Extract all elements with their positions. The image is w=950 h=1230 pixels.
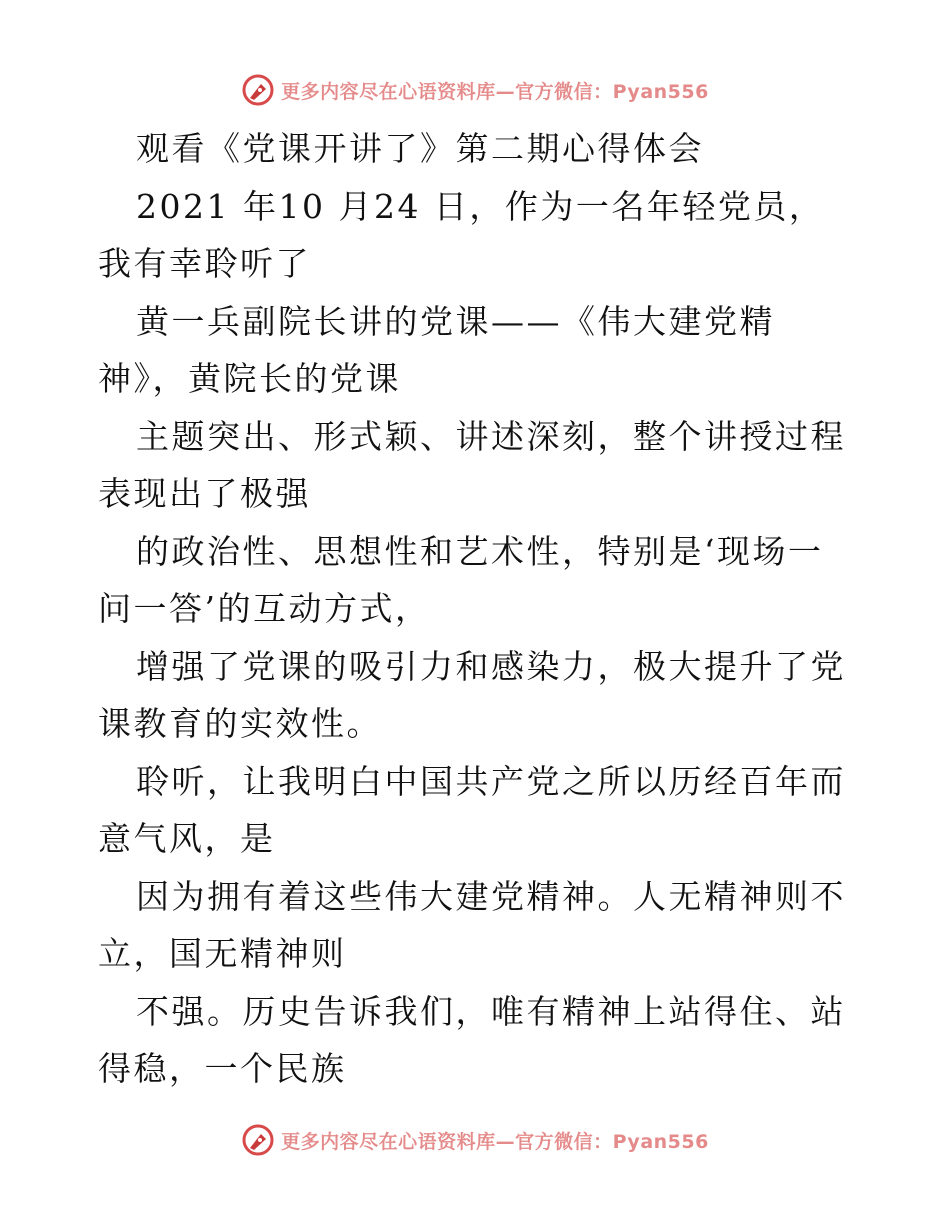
watermark-text: 更多内容尽在心语资料库—官方微信：Pyan556	[281, 80, 709, 103]
paragraph: 主题突出、形式颖、讲述深刻，整个讲授过程表现出了极强	[98, 416, 846, 513]
paragraph: 黄一兵副院长讲的党课——《伟大建党精神》，黄院长的党课	[98, 301, 775, 398]
watermark-text: 更多内容尽在心语资料库—官方微信：Pyan556	[281, 1130, 709, 1153]
paragraph: 增强了党课的吸引力和感染力，极大提升了党课教育的实效性。	[98, 646, 846, 743]
footer-watermark	[0, 1120, 950, 1160]
pen-nib-circle-logo-icon	[241, 73, 275, 107]
paragraph: 的政治性、思想性和艺术性，特别是‘现场一问一答’的互动方式，	[98, 531, 824, 628]
paragraph: 2021 年10 月24 日，作为一名年轻党员，我有幸聆听了	[98, 186, 825, 283]
document-body	[98, 120, 858, 1098]
paragraph: 因为拥有着这些伟大建党精神。人无精神则不立，国无精神则	[98, 876, 846, 973]
paragraph: 聆听，让我明白中国共产党之所以历经百年而意气风，是	[98, 761, 846, 858]
document-title: 观看《党课开讲了》第二期心得体会	[136, 129, 704, 168]
paragraph: 不强。历史告诉我们，唯有精神上站得住、站得稳，一个民族	[98, 991, 846, 1088]
header-watermark	[0, 70, 950, 110]
pen-nib-circle-logo-icon	[241, 1123, 275, 1157]
